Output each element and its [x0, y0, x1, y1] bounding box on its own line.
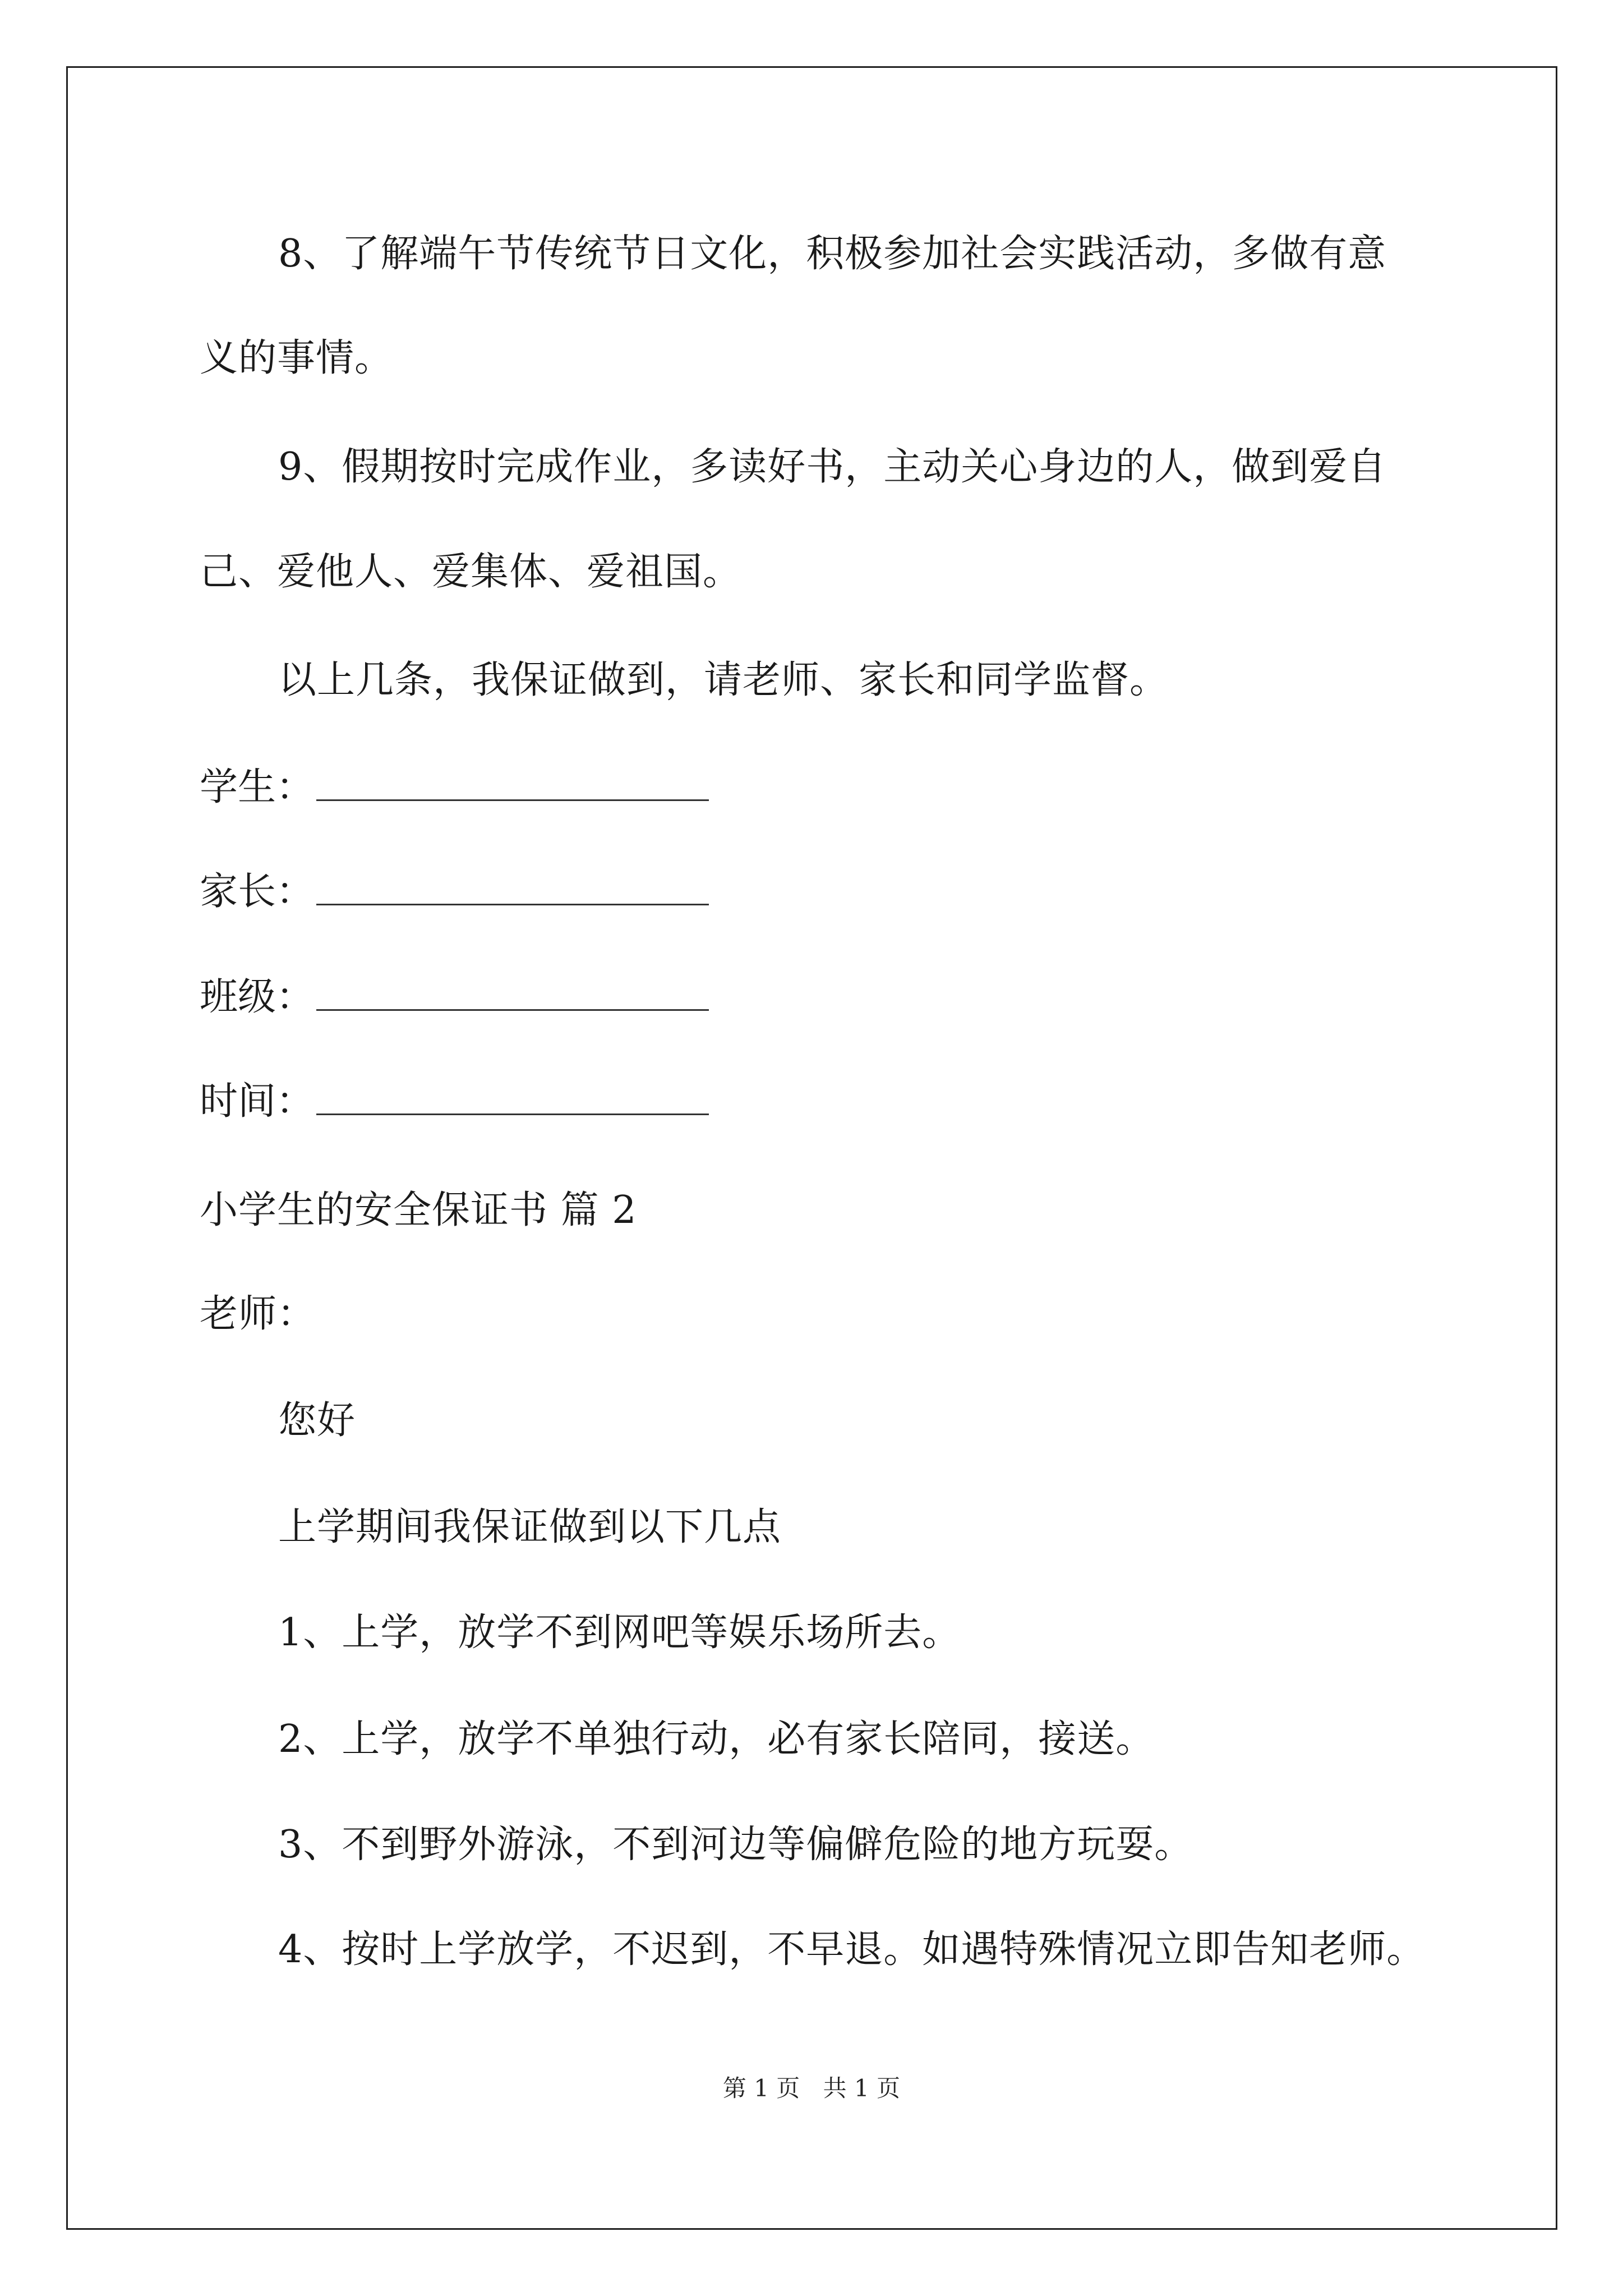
paragraph-9-line-1: 9、假期按时完成作业，多读好书，主动关心身边的人，做到爱自 — [278, 445, 1387, 489]
page-total: 共 1 页 — [823, 2074, 901, 2102]
student-field — [200, 763, 709, 812]
student-label: 学生： — [200, 765, 315, 809]
section-2-title: 小学生的安全保证书 篇 2 — [200, 1188, 637, 1232]
paragraph-9-line-2: 己、爱他人、爱集体、爱祖国。 — [200, 550, 742, 594]
parent-field — [200, 868, 709, 916]
intro-line: 上学期间我保证做到以下几点 — [278, 1505, 782, 1549]
time-signature-line — [316, 1078, 709, 1115]
greeting: 您好 — [278, 1398, 356, 1443]
class-label: 班级： — [200, 975, 315, 1019]
student-signature-line — [316, 763, 709, 801]
parent-label: 家长： — [200, 869, 315, 914]
paragraph-8-line-2: 义的事情。 — [200, 336, 394, 380]
list-item-2: 2、上学，放学不单独行动，必有家长陪同，接送。 — [278, 1717, 1155, 1761]
class-field — [200, 973, 709, 1022]
page-footer — [0, 2072, 1623, 2105]
list-item-4: 4、按时上学放学，不迟到，不早退。如遇特殊情况立即告知老师。 — [278, 1927, 1426, 1972]
paragraph-8-line-1: 8、了解端午节传统节日文化，积极参加社会实践活动，多做有意 — [278, 232, 1387, 276]
list-item-3: 3、不到野外游泳，不到河边等偏僻危险的地方玩耍。 — [278, 1823, 1193, 1867]
class-signature-line — [316, 973, 709, 1011]
salutation: 老师： — [200, 1292, 316, 1336]
page-number: 第 1 页 — [722, 2074, 800, 2102]
page-border — [66, 66, 1557, 2230]
time-field — [200, 1078, 709, 1126]
time-label: 时间： — [200, 1079, 315, 1124]
parent-signature-line — [316, 868, 709, 905]
pledge-paragraph: 以上几条，我保证做到，请老师、家长和同学监督。 — [278, 658, 1169, 702]
list-item-1: 1、上学，放学不到网吧等娱乐场所去。 — [278, 1611, 961, 1655]
